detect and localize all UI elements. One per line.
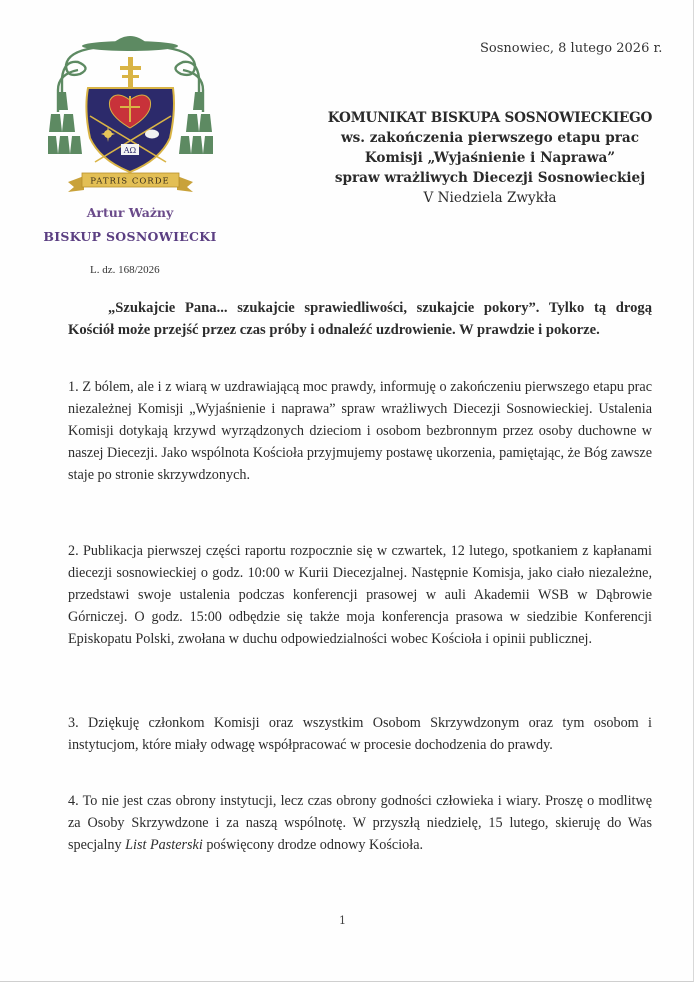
heading-line-3: spraw wrażliwych Diecezji Sosnowieckiej: [334, 170, 646, 186]
paragraph-3: 3. Dziękuję członkom Komisji oraz wszystkim Osobom Skrzywdzonym oraz tym osobom i instytucjom, które miały odwagę współpracować w procesie dochodzenia do prawdy.: [68, 715, 652, 753]
shield-icon: [86, 88, 174, 172]
document-heading: [300, 108, 680, 208]
pastoral-letter-title: List Pasterski: [125, 837, 203, 853]
paragraph-4: [68, 790, 652, 856]
galero-hat-icon: [82, 36, 178, 51]
paragraph-1: 1. Z bólem, ale i z wiarą w uzdrawiającą moc prawdy, informuję o zakończeniu pierwszego etapu prac niezależnej Komisji „Wyjaśnienie i naprawa” spraw wrażliwych Diecezji Sosnowieckiej. Ustalenia Komisji dotykają krzywd wyrządzonych dzieciom i osobom bezbronnym przez osoby duchowne w naszej Diecezji. Jako wspólnota Kościoła przyjmujemy postawę ukorzenia, pamiętając, że Bóg zawsze staje po stronie skrzywdzonych.: [68, 379, 652, 483]
bishop-name: Artur Ważny: [86, 205, 174, 220]
motto-ribbon-icon: [68, 173, 193, 192]
motto-text: PATRIS CORDE: [90, 176, 170, 187]
svg-text:AΩ: AΩ: [123, 146, 137, 155]
reference-number: L. dz. 168/2026: [90, 264, 160, 276]
place-date: Sosnowiec, 8 lutego 2026 r.: [480, 41, 663, 56]
heading-title: KOMUNIKAT BISKUPA SOSNOWIECKIEGO: [327, 110, 653, 126]
paragraph-2: 2. Publikacja pierwszej części raportu rozpocznie się w czwartek, 12 lutego, spotkaniem z kapłanami diecezji sosnowieckiej o godz. 10:00 w Kurii Diecezjalnej. Następnie Komisja, jako ciało niezależne, przedstawi swoje ustalenia podczas konferencji prasowej w auli Akademii WSB w Dąbrowie Górniczej. O godz. 15:00 odbędzie się także moja konferencja prasowa w siedzibie Konferencji Episkopatu Polski, zwołana w duchu odpowiedzialności wobec Kościoła i opinii publicznej.: [68, 543, 652, 647]
heading-liturgical-day: V Niedziela Zwykła: [423, 190, 557, 206]
paragraph-4-text: 4. To nie jest czas obrony instytucji, lecz czas obrony godności człowieka i wiary. Proszę o modlitwę za Osoby Skrzywdzone i za naszą wspólnotę. W przyszłą niedzielę, 15 lutego, skieruję do Was specjalny: [68, 793, 652, 853]
heading-line-2: Komisji „Wyjaśnienie i Naprawa”: [364, 150, 616, 166]
cross-icon: [120, 57, 141, 91]
bishop-title: BISKUP SOSNOWIECKI: [43, 229, 217, 244]
heading-line-1: ws. zakończenia pierwszego etapu prac: [340, 130, 640, 146]
lead-paragraph: „Szukajcie Pana... szukajcie sprawiedliwości, szukajcie pokory”. Tylko tą drogą Kościół może przejść przez czas próby i odnaleźć uzdrowienie. W prawdzie i pokorze.: [68, 300, 652, 338]
tassels-right-icon: [179, 92, 213, 154]
tassels-left-icon: [48, 92, 82, 154]
page-number: 1: [339, 914, 346, 927]
paragraph-4-end: poświęcony drodze odnowy Kościoła.: [202, 837, 424, 853]
coat-of-arms-icon: [48, 30, 213, 200]
